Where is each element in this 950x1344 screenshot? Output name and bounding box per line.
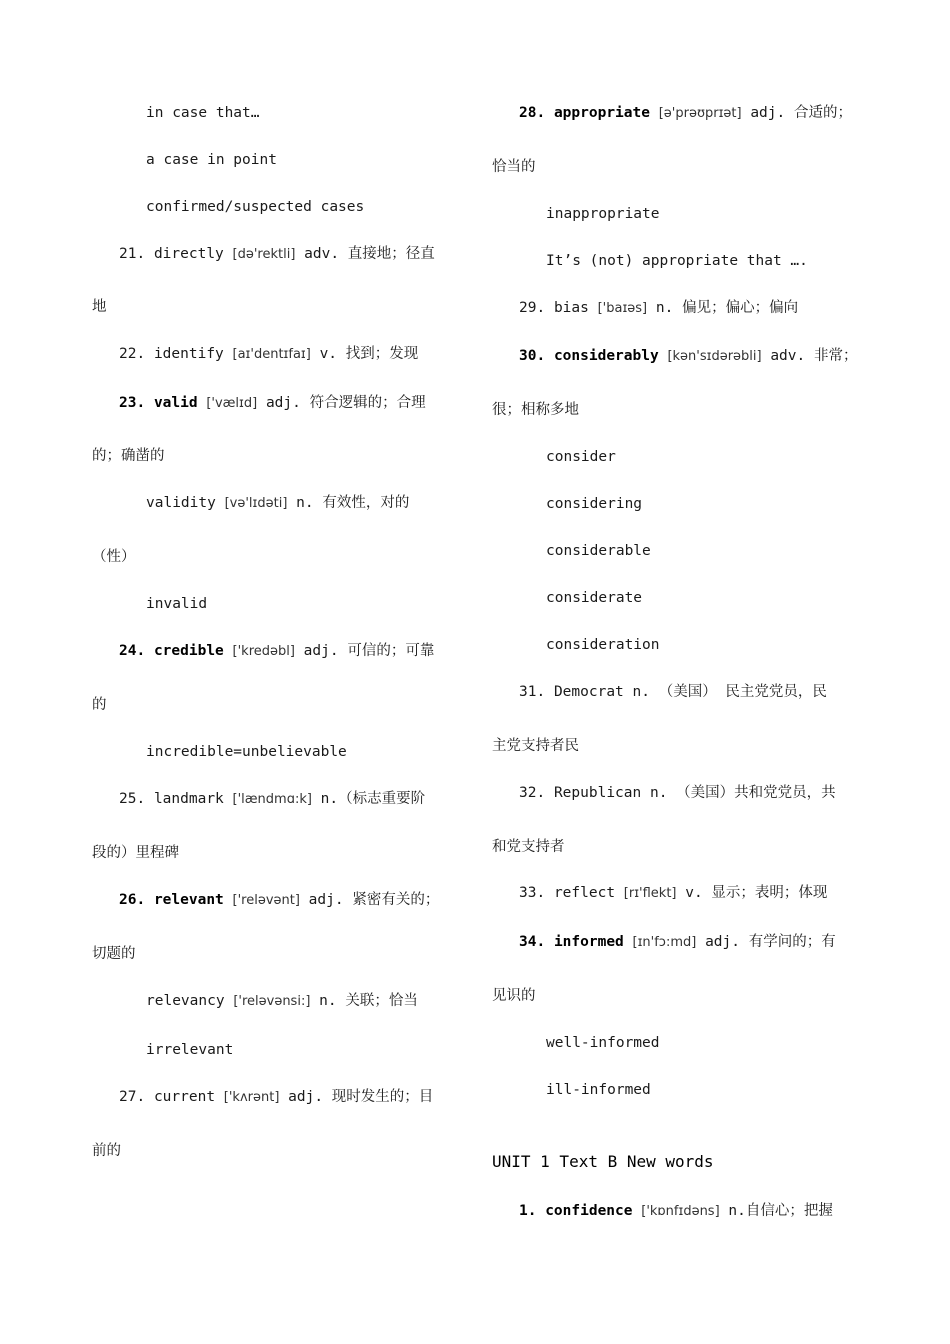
entry-phonetic: ['kʌrənt] bbox=[223, 1090, 280, 1105]
entry-phonetic: ['kɒnfɪdəns] bbox=[641, 1204, 720, 1219]
entry-24-continuation: 的 bbox=[92, 697, 107, 713]
entry-31-continuation: 主党支持者民 bbox=[492, 738, 579, 754]
derivative-phonetic: ['reləvənsi:] bbox=[233, 994, 311, 1009]
entry-definition: adj. 有学问的；有 bbox=[705, 934, 836, 950]
unit-entry-1 bbox=[519, 1201, 833, 1222]
entry-28 bbox=[519, 103, 852, 124]
entry-34 bbox=[519, 932, 836, 953]
entry-definition: n.自信心；把握 bbox=[728, 1203, 833, 1219]
entry-phonetic: [də'rektli] bbox=[232, 247, 296, 262]
entry-word: current bbox=[153, 1089, 216, 1105]
entry-number: 24. bbox=[119, 643, 146, 659]
derivative-definition: n. 关联；恰当 bbox=[319, 993, 418, 1009]
entry-definition: adj. 现时发生的；目 bbox=[288, 1089, 434, 1105]
entry-24 bbox=[119, 641, 434, 662]
entry-number: 32. bbox=[519, 785, 546, 801]
entry-25-continuation: 段的）里程碑 bbox=[92, 845, 179, 861]
entry-21-continuation: 地 bbox=[92, 299, 107, 315]
section-heading: UNIT 1 Text B New words bbox=[492, 1152, 714, 1171]
entry-phonetic: [ɪn'fɔ:md] bbox=[632, 935, 697, 950]
derivative-word: validity bbox=[146, 495, 216, 511]
entry-26-continuation: 切题的 bbox=[92, 946, 136, 962]
entry-22 bbox=[119, 344, 418, 365]
entry-word: landmark bbox=[153, 791, 224, 807]
entry-word: directly bbox=[153, 246, 224, 262]
entry-definition: adv. 直接地；径直 bbox=[304, 246, 435, 262]
entry-definition: adj. 合适的； bbox=[750, 105, 852, 121]
phrase-in-case-that: in case that… bbox=[146, 105, 260, 121]
entry-phonetic: [ə'prəʊprɪət] bbox=[658, 106, 742, 121]
entry-number: 29. bbox=[519, 300, 546, 316]
entry-29 bbox=[519, 298, 798, 319]
entry-30-continuation: 很；相称多地 bbox=[492, 402, 579, 418]
entry-28-continuation: 恰当的 bbox=[492, 159, 536, 175]
entry-word: credible bbox=[153, 643, 224, 659]
entry-phonetic: ['reləvənt] bbox=[232, 893, 300, 908]
derivative-irrelevant: irrelevant bbox=[146, 1042, 234, 1058]
entry-number: 33. bbox=[519, 885, 546, 901]
derivative-relevancy bbox=[146, 991, 418, 1012]
entry-number: 25. bbox=[119, 791, 146, 807]
entry-21 bbox=[119, 244, 435, 265]
entry-definition: n.（标志重要阶 bbox=[320, 791, 426, 807]
entry-number: 26. bbox=[119, 892, 146, 908]
entry-25 bbox=[119, 789, 425, 810]
entry-34-continuation: 见识的 bbox=[492, 988, 536, 1004]
entry-23 bbox=[119, 393, 426, 414]
entry-phonetic: ['vælɪd] bbox=[206, 396, 258, 411]
entry-30 bbox=[519, 346, 857, 367]
entry-number: 27. bbox=[119, 1089, 146, 1105]
entry-text: Republican n. （美国）共和党党员，共 bbox=[553, 785, 836, 801]
entry-phonetic: ['lændmɑ:k] bbox=[232, 792, 312, 807]
entry-definition: n. 偏见；偏心；偏向 bbox=[655, 300, 799, 316]
derivative-well-informed: well-informed bbox=[546, 1035, 660, 1051]
entry-number: 28. bbox=[519, 105, 546, 121]
derivative-consideration: consideration bbox=[546, 637, 660, 653]
entry-word: confidence bbox=[545, 1203, 633, 1219]
derivative-considerable: considerable bbox=[546, 543, 651, 559]
entry-phonetic: ['baɪəs] bbox=[597, 301, 648, 316]
entry-number: 22. bbox=[119, 346, 146, 362]
entry-number: 23. bbox=[119, 395, 146, 411]
entry-27-continuation: 前的 bbox=[92, 1143, 121, 1159]
entry-number: 31. bbox=[519, 684, 546, 700]
entry-word: informed bbox=[553, 934, 624, 950]
derivative-incredible: incredible=unbelievable bbox=[146, 744, 347, 760]
derivative-definition: n. 有效性，对的 bbox=[296, 495, 410, 511]
entry-phonetic: [kən'sɪdərəbli] bbox=[667, 349, 762, 364]
derivative-validity bbox=[146, 493, 409, 514]
derivative-ill-informed: ill-informed bbox=[546, 1082, 651, 1098]
phrase-case-in-point: a case in point bbox=[146, 152, 277, 168]
entry-word: identify bbox=[153, 346, 224, 362]
entry-definition: v. 找到；发现 bbox=[319, 346, 419, 362]
derivative-considering: considering bbox=[546, 496, 643, 512]
entry-word: bias bbox=[553, 300, 589, 316]
entry-31 bbox=[519, 682, 827, 702]
phrase-its-appropriate: It’s (not) appropriate that …. bbox=[546, 253, 808, 269]
entry-phonetic: [aɪ'dentɪfaɪ] bbox=[232, 347, 311, 362]
derivative-phonetic: [və'lɪdəti] bbox=[224, 496, 288, 511]
entry-number: 1. bbox=[519, 1203, 537, 1219]
entry-word: considerably bbox=[553, 348, 659, 364]
entry-word: relevant bbox=[153, 892, 224, 908]
entry-23-continuation: 的；确凿的 bbox=[92, 448, 165, 464]
entry-26 bbox=[119, 890, 439, 911]
entry-number: 34. bbox=[519, 934, 546, 950]
entry-number: 30. bbox=[519, 348, 546, 364]
derivative-considerate: considerate bbox=[546, 590, 643, 606]
phrase-confirmed-cases: confirmed/suspected cases bbox=[146, 199, 365, 215]
entry-definition: adj. 可信的；可靠 bbox=[303, 643, 435, 659]
entry-text: Democrat n. （美国） 民主党党员，民 bbox=[553, 684, 827, 700]
entry-32-continuation: 和党支持者 bbox=[492, 839, 565, 855]
entry-word: appropriate bbox=[553, 105, 650, 121]
derivative-consider: consider bbox=[546, 449, 616, 465]
derivative-invalid: invalid bbox=[146, 596, 208, 612]
entry-definition: adv. 非常； bbox=[770, 348, 858, 364]
entry-definition: adj. 紧密有关的； bbox=[308, 892, 440, 908]
entry-word: reflect bbox=[553, 885, 616, 901]
entry-word: valid bbox=[153, 395, 198, 411]
entry-32 bbox=[519, 783, 836, 803]
entry-definition: adj. 符合逻辑的；合理 bbox=[265, 395, 426, 411]
entry-33 bbox=[519, 883, 827, 904]
entry-number: 21. bbox=[119, 246, 146, 262]
entry-phonetic: ['kredəbl] bbox=[232, 644, 295, 659]
derivative-word: relevancy bbox=[146, 993, 225, 1009]
entry-phonetic: [rɪ'flekt] bbox=[623, 886, 677, 901]
entry-27 bbox=[119, 1087, 433, 1108]
entry-definition: v. 显示；表明；体现 bbox=[685, 885, 828, 901]
derivative-inappropriate: inappropriate bbox=[546, 206, 660, 222]
derivative-validity-continuation: （性） bbox=[92, 549, 136, 565]
